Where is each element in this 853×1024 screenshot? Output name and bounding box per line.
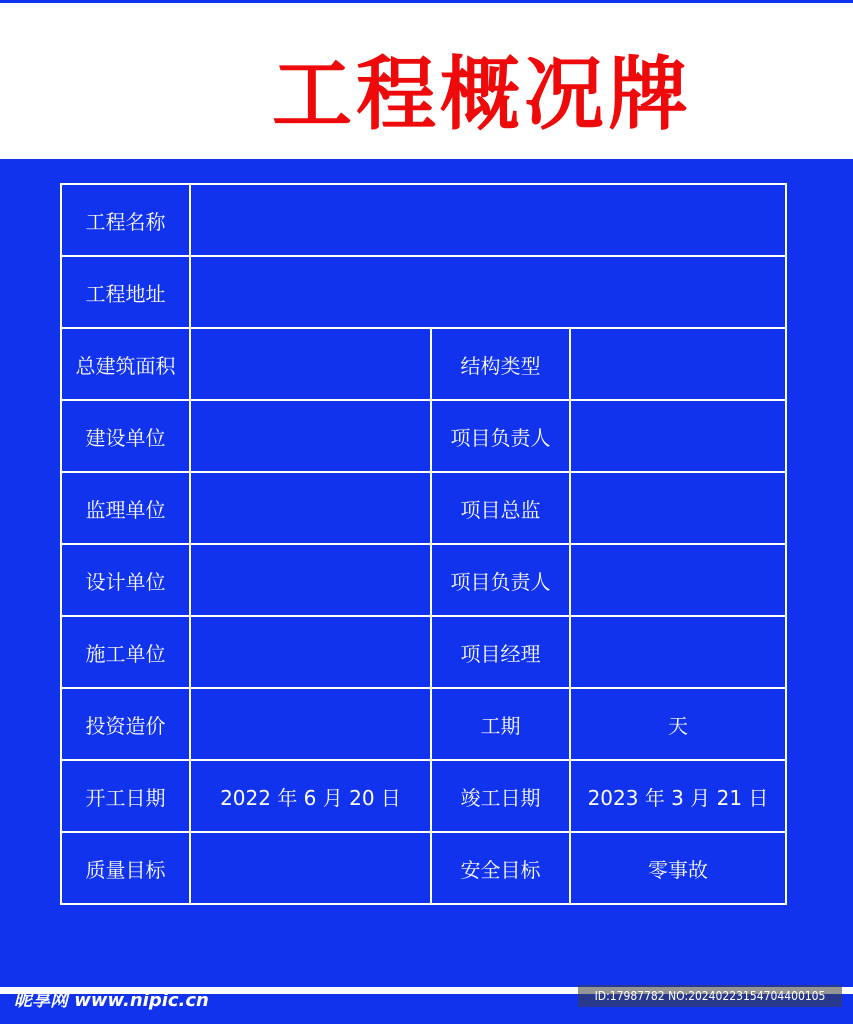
supervisor-label: 监理单位 [61, 472, 190, 544]
designer-label: 设计单位 [61, 544, 190, 616]
table-row [61, 760, 786, 832]
info-board [0, 159, 853, 1024]
table-row [61, 688, 786, 760]
designer-manager-value [570, 544, 786, 616]
investment-value [190, 688, 431, 760]
duration-value: 天 [570, 688, 786, 760]
table-row [61, 184, 786, 256]
supervisor-value [190, 472, 431, 544]
safety-goal-label: 安全目标 [431, 832, 570, 904]
chief-supervisor-label: 项目总监 [431, 472, 570, 544]
project-address-label: 工程地址 [61, 256, 190, 328]
builder-value [190, 400, 431, 472]
chief-supervisor-value [570, 472, 786, 544]
project-manager-value [570, 616, 786, 688]
project-address-value [190, 256, 786, 328]
project-info-table [60, 183, 787, 905]
total-area-label: 总建筑面积 [61, 328, 190, 400]
quality-goal-label: 质量目标 [61, 832, 190, 904]
watermark-id: ID:17987782 NO:20240223154704400105 [578, 985, 842, 1007]
designer-value [190, 544, 431, 616]
project-name-value [190, 184, 786, 256]
table-row [61, 544, 786, 616]
table-row [61, 832, 786, 904]
start-date-value: 2022 年 6 月 20 日 [190, 760, 431, 832]
contractor-label: 施工单位 [61, 616, 190, 688]
table-row [61, 400, 786, 472]
header-area [0, 3, 853, 159]
investment-label: 投资造价 [61, 688, 190, 760]
duration-label: 工期 [431, 688, 570, 760]
structure-type-value [570, 328, 786, 400]
project-name-label: 工程名称 [61, 184, 190, 256]
project-manager-label: 项目经理 [431, 616, 570, 688]
start-date-label: 开工日期 [61, 760, 190, 832]
watermark-site: 昵享网 www.nipic.cn [14, 990, 209, 1011]
completion-date-label: 竣工日期 [431, 760, 570, 832]
table-row [61, 616, 786, 688]
completion-date-value: 2023 年 3 月 21 日 [570, 760, 786, 832]
table-row [61, 256, 786, 328]
page-title: 工程概况牌 [272, 48, 692, 141]
quality-goal-value [190, 832, 431, 904]
table-row [61, 472, 786, 544]
safety-goal-value: 零事故 [570, 832, 786, 904]
total-area-value [190, 328, 431, 400]
structure-type-label: 结构类型 [431, 328, 570, 400]
builder-label: 建设单位 [61, 400, 190, 472]
builder-manager-value [570, 400, 786, 472]
builder-manager-label: 项目负责人 [431, 400, 570, 472]
contractor-value [190, 616, 431, 688]
table-row [61, 328, 786, 400]
designer-manager-label: 项目负责人 [431, 544, 570, 616]
